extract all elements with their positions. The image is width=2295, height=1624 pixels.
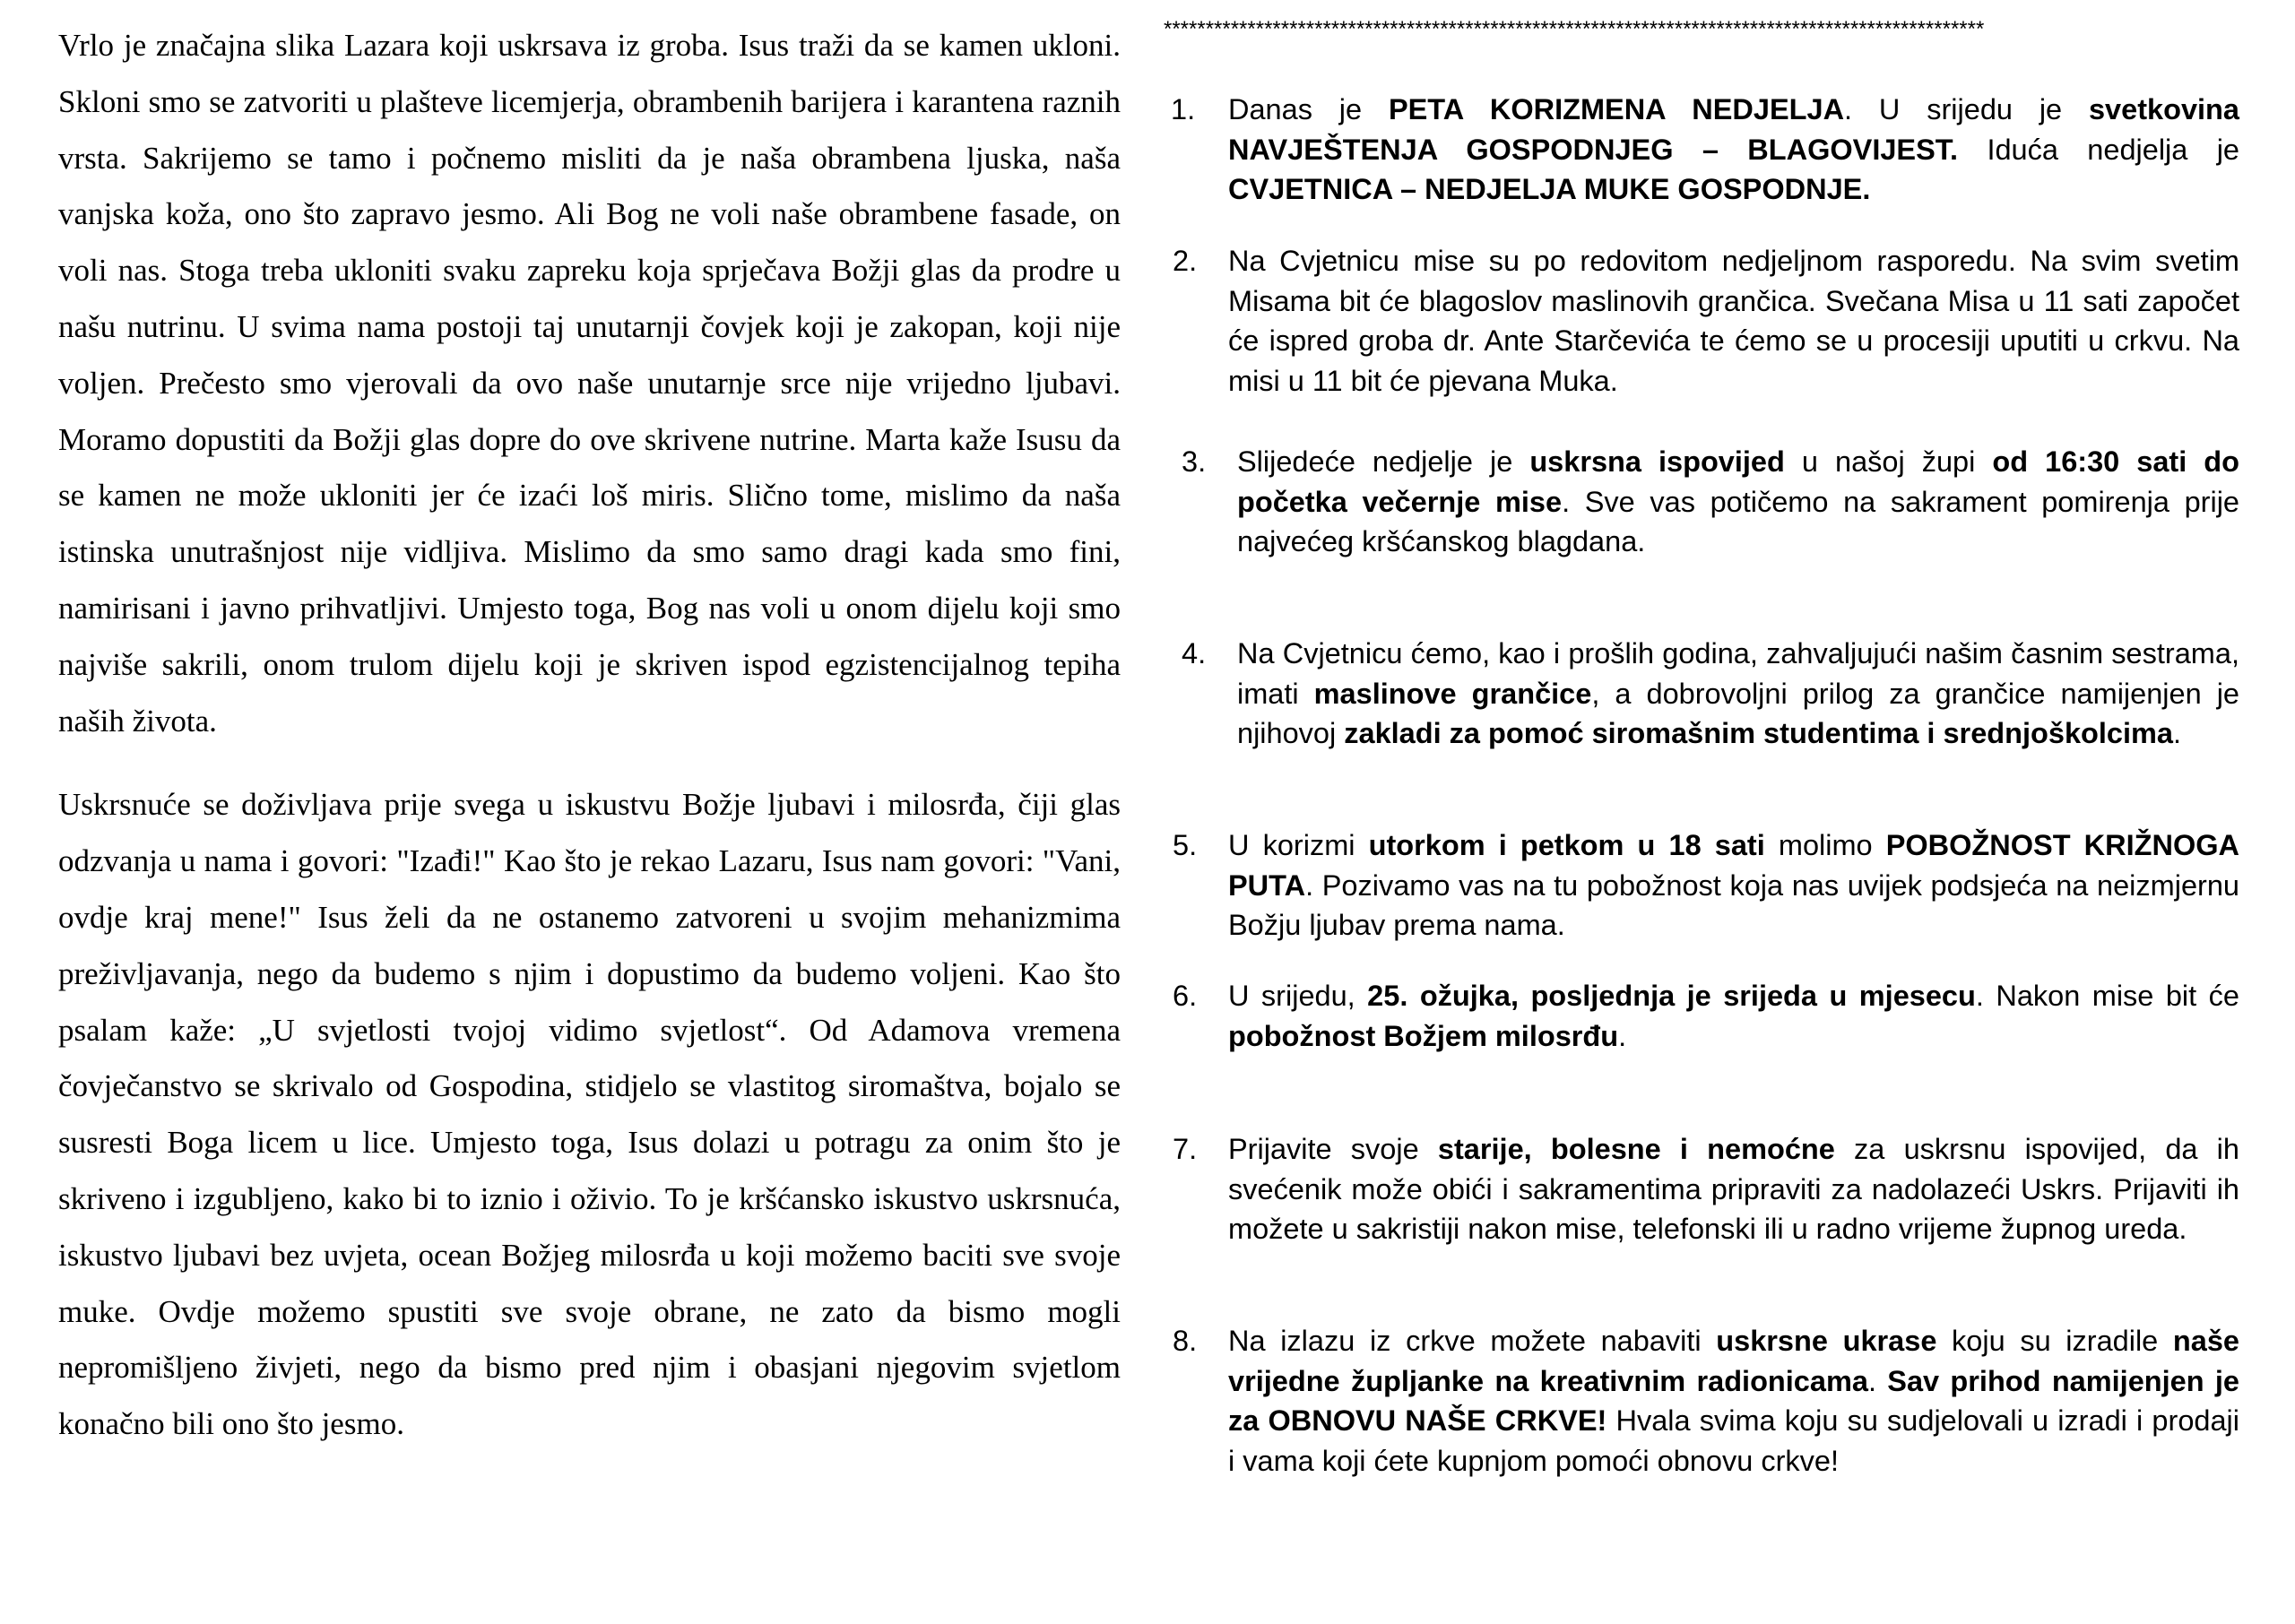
announcement-segment: . U srijedu je	[1844, 93, 2089, 125]
announcement-segment: Iduća nedjelja je	[1958, 133, 2239, 166]
announcement-number: 8.	[1173, 1325, 1198, 1357]
announcement-bold-segment: PETA KORIZMENA NEDJELJA	[1388, 93, 1845, 125]
asterisk-separator: **************************************************************************************************	[1164, 17, 1985, 41]
announcement-segment: u našoj župi	[1784, 445, 1993, 478]
announcement-segment: Prijavite svoje	[1228, 1133, 1438, 1165]
announcement-segment: Slijedeće nedjelje je	[1237, 445, 1530, 478]
announcement-segment: Na Cvjetnicu ćemo, kao i prošlih godina, zahvaljujući našim časnim sestrama, imati	[1237, 637, 2239, 710]
announcement-bold-segment: uskrsna ispovijed	[1529, 445, 1785, 478]
announcement-number: 7.	[1173, 1133, 1198, 1165]
announcement-item	[1164, 241, 2239, 401]
announcement-number: 6.	[1173, 980, 1198, 1012]
announcement-item	[1164, 634, 2239, 754]
announcement-number: 4.	[1182, 637, 1207, 669]
announcement-bold-segment: utorkom i petkom u 18 sati	[1368, 829, 1765, 861]
announcement-segment: . Pozivamo vas na tu pobožnost koja nas uvijek podsjeća na neizmjernu Božju ljubav prema nama.	[1228, 868, 2239, 942]
announcements-column	[1164, 16, 2240, 1477]
announcement-segment: Danas je	[1228, 93, 1389, 125]
announcement-text	[1228, 976, 2239, 1056]
announcement-number: 1.	[1171, 93, 1196, 125]
announcement-bold-segment: zakladi za pomoć siromašnim studentima i srednjoškolcima	[1344, 717, 2173, 750]
announcement-segment: koju su izradile	[1936, 1325, 2173, 1357]
announcement-item	[1164, 1129, 2239, 1249]
announcement-bold-segment: svetkovina NAVJEŠTENJA GOSPODNJEG – BLAGOVIJEST.	[1228, 93, 2239, 166]
announcement-item	[1164, 825, 2239, 946]
announcement-number: 2.	[1173, 245, 1198, 277]
announcement-number: 3.	[1182, 445, 1207, 478]
announcement-segment: Hvala svima koju su sudjelovali u izradi i prodaji i vama koji ćete kupnjom pomoći obnovu crkve!	[1228, 1404, 2239, 1477]
announcement-segment: Na Cvjetnicu mise su po redovitom nedjeljnom rasporedu. Na svim svetim Misama bit će blagoslov maslinovih grančica. Svečana Misa u 11 sati započet će ispred groba dr. Ante Starčevića te ćemo se u procesiji uputiti u crkvu. Na misi u 11 bit će pjevana Muka.	[1228, 245, 2239, 397]
announcement-item	[1164, 442, 2239, 562]
announcement-bold-segment: pobožnost Božjem milosrđu	[1228, 1019, 1619, 1052]
announcement-item	[1164, 976, 2239, 1056]
announcement-segment: Na izlazu iz crkve možete nabaviti	[1228, 1325, 1717, 1357]
announcement-text	[1237, 634, 2239, 754]
announcement-segment: .	[2172, 717, 2182, 750]
announcement-text	[1237, 442, 2239, 562]
announcement-number: 5.	[1173, 829, 1198, 861]
announcement-bold-segment: maslinove grančice	[1313, 677, 1592, 710]
announcement-segment: U srijedu,	[1228, 980, 1368, 1012]
announcement-bold-segment: od 16:30 sati do početka večernje mise	[1237, 445, 2240, 518]
announcement-segment: . Sve vas potičemo na sakrament pomirenja prije najvećeg kršćanskog blagdana.	[1237, 485, 2239, 558]
reflection-paragraph: Uskrsnuće se doživljava prije svega u iskustvu Božje ljubavi i milosrđa, čiji glas odzvanja u nama i govori: "Izađi!" Kao što je rekao Lazaru, Isus nam govori: "Vani, ovdje kraj mene!" Isus želi da ne ostanemo zatvoreni u svojim mehanizmima preživljavanja, nego da budemo s njim i dopustimo da budemo voljeni. Kao što psalam kaže: „U svjetlosti tvojoj vidimo svjetlost“. Od Adamova vremena čovječanstvo se skrivalo od Gospodina, stidjelo se vlastitog siromaštva, bojalo se susresti Boga licem u lice. Umjesto toga, Isus dolazi u potragu za onim što je skriveno i izgubljeno, kako bi to iznio i oživio. To je kršćansko iskustvo uskrsnuća, iskustvo ljubavi bez uvjeta, ocean Božjeg milosrđa u koji možemo baciti sve svoje muke. Ovdje možemo spustiti sve svoje obrane, ne zato da bismo mogli nepromišljeno živjeti, nego da bismo pred njim i obasjani njegovim svjetlom konačno bili ono što jesmo.	[58, 787, 1121, 1442]
announcement-item	[1164, 1321, 2239, 1481]
announcement-bold-segment: Sav prihod namijenjen je za OBNOVU NAŠE CRKVE!	[1228, 1364, 2239, 1438]
announcement-bold-segment: starije, bolesne i nemoćne	[1437, 1133, 1835, 1165]
announcement-segment: za uskrsnu ispovijed, da ih svećenik može obići i sakramentima pripraviti za nadolazeći Uskrs. Prijaviti ih možete u sakristiji nakon mise, telefonski ili u radno vrijeme župnog ureda.	[1228, 1133, 2239, 1246]
reflection-paragraph: Vrlo je značajna slika Lazara koji uskrsava iz groba. Isus traži da se kamen ukloni. Skloni smo se zatvoriti u plašteve licemjerja, obrambenih barijera i karantena raznih vrsta. Sakrijemo se tamo i počnemo misliti da je naša obrambena ljuska, naša vanjska koža, ono što zapravo jesmo. Ali Bog ne voli naše obrambene fasade, on voli nas. Stoga treba ukloniti svaku zapreku koja sprječava Božji glas da prodre u našu nutrinu. U svima nama postoji taj unutarnji čovjek koji je zakopan, koji nije voljen. Prečesto smo vjerovali da ovo naše unutarnje srce nije vrijedno ljubavi. Moramo dopustiti da Božji glas dopre do ove skrivene nutrine. Marta kaže Isusu da se kamen ne može ukloniti jer će izaći loš miris. Slično tome, mislimo da naša istinska unutrašnjost nije vidljiva. Mislimo da smo samo dragi kada smo fini, namirisani i javno prihvatljivi. Umjesto toga, Bog nas voli u onom dijelu koji smo najviše sakrili, onom trulom dijelu koji je skriven ispod egzistencijalnog tepiha naših života.	[58, 28, 1121, 739]
announcement-segment: U korizmi	[1228, 829, 1369, 861]
announcement-text	[1228, 1321, 2239, 1481]
announcement-segment: .	[1867, 1364, 1888, 1397]
announcement-segment: . Nakon mise bit će	[1975, 980, 2239, 1012]
announcement-segment: .	[1618, 1019, 1627, 1052]
announcement-bold-segment: naše vrijedne župljanke na kreativnim radionicama	[1228, 1325, 2239, 1397]
announcement-segment: , a dobrovoljni prilog za grančice namijenjen je njihovoj	[1237, 677, 2239, 750]
announcement-item	[1164, 90, 2239, 210]
reflection-text-column	[58, 18, 1121, 1453]
announcement-bold-segment: 25. ožujka, posljednja je srijeda u mjesecu	[1367, 980, 1976, 1012]
announcement-bold-segment: POBOŽNOST KRIŽNOGA PUTA	[1228, 829, 2239, 902]
announcement-bold-segment: uskrsne ukrase	[1716, 1325, 1937, 1357]
announcement-text	[1228, 825, 2239, 946]
announcement-bold-segment: CVJETNICA – NEDJELJA MUKE GOSPODNJE.	[1228, 173, 1871, 206]
announcement-text	[1228, 1129, 2239, 1249]
announcement-text	[1228, 90, 2239, 210]
announcement-text	[1228, 241, 2239, 401]
announcement-segment: molimo	[1764, 829, 1886, 861]
